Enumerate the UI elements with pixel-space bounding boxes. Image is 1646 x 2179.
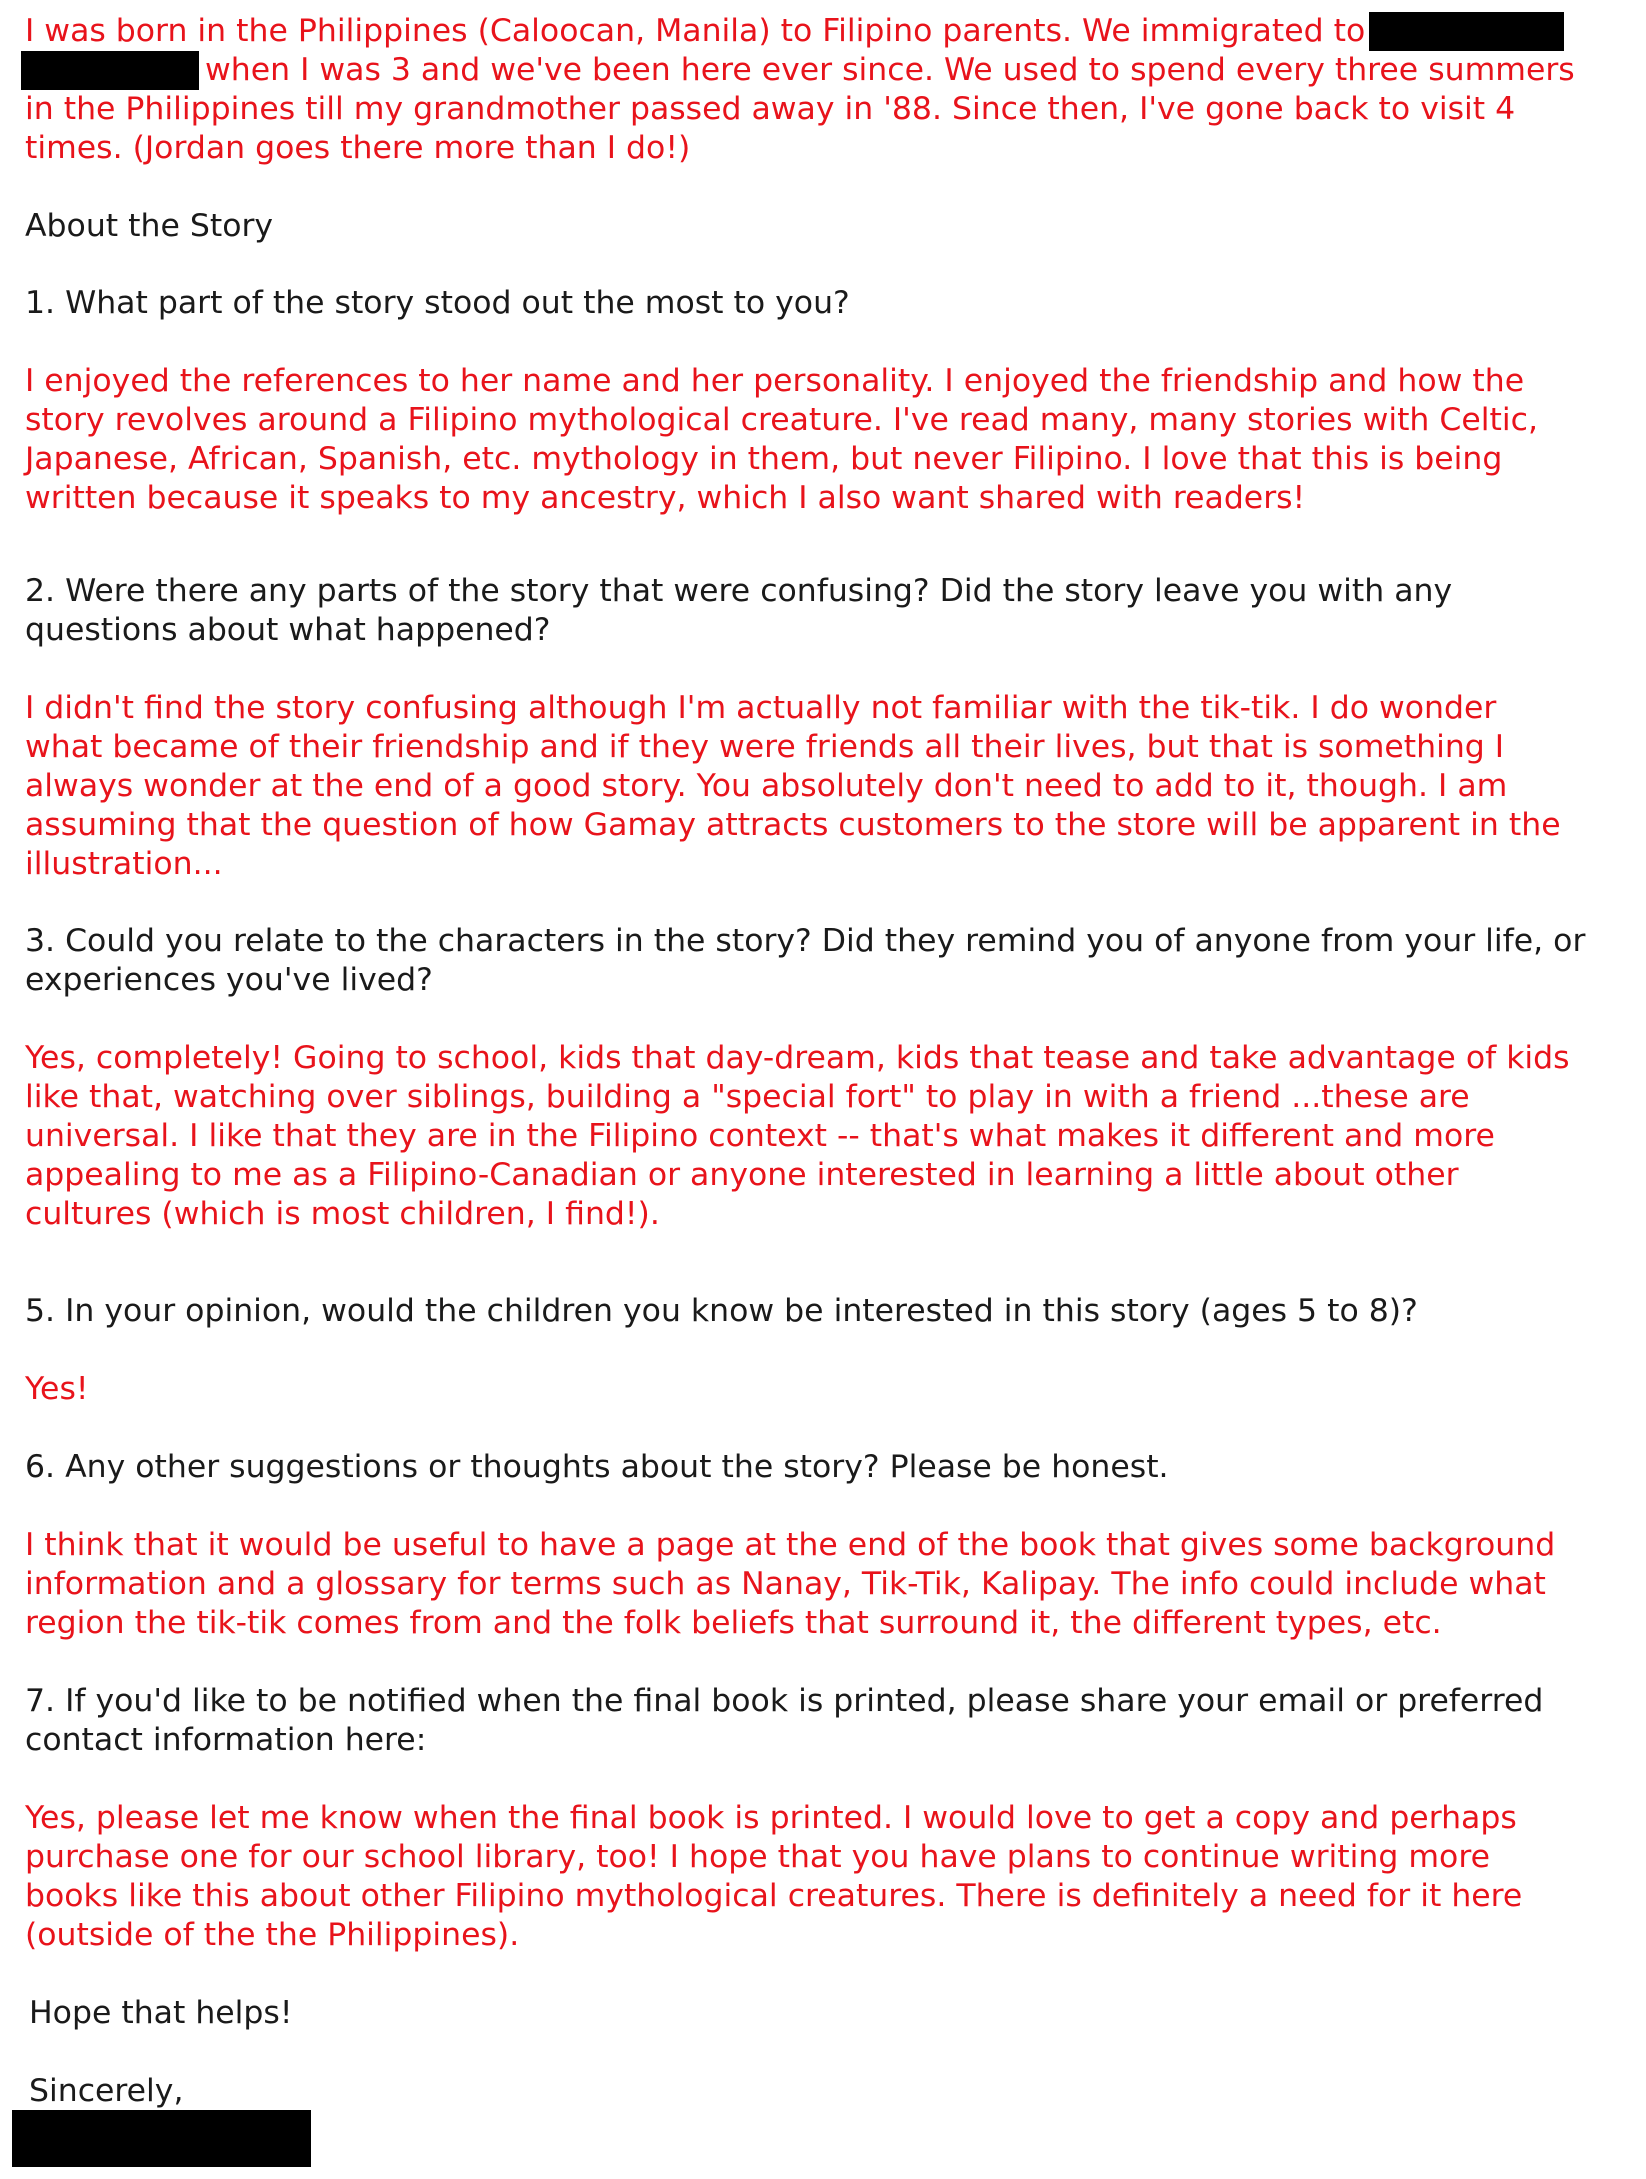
signoff-line xyxy=(29,2072,1629,2111)
answer-7-line: books like this about other Filipino mythological creatures. There is definitely a need for it here xyxy=(25,1878,1523,1914)
answer-1-line: written because it speaks to my ancestry, which I also want shared with readers! xyxy=(25,480,1306,516)
answer-3-line: Yes, completely! Going to school, kids that day-dream, kids that tease and take advantage of kids xyxy=(25,1040,1570,1076)
intro-line-2 xyxy=(25,51,1625,90)
intro-paragraph xyxy=(25,12,1625,168)
question-7-line: 7. If you'd like to be notified when the final book is printed, please share your email or preferred xyxy=(25,1683,1544,1719)
answer-6 xyxy=(25,1526,1625,1643)
question-6-text: 6. Any other suggestions or thoughts about the story? Please be honest. xyxy=(25,1449,1169,1485)
answer-2-line: always wonder at the end of a good story. You absolutely don't need to add to it, though. I am xyxy=(25,768,1508,804)
answer-3 xyxy=(25,1039,1625,1234)
answer-7-line: Yes, please let me know when the final book is printed. I would love to get a copy and perhaps xyxy=(25,1800,1517,1836)
answer-1 xyxy=(25,362,1625,518)
question-1 xyxy=(25,284,1625,323)
question-2-line: 2. Were there any parts of the story that were confusing? Did the story leave you with any xyxy=(25,573,1453,609)
question-3-line: 3. Could you relate to the characters in the story? Did they remind you of anyone from your life, or xyxy=(25,923,1586,959)
question-5-text: 5. In your opinion, would the children you know be interested in this story (ages 5 to 8)? xyxy=(25,1293,1418,1329)
intro-line-1 xyxy=(25,12,1625,51)
intro-line-1-text: I was born in the Philippines (Caloocan, Manila) to Filipino parents. We immigrated to xyxy=(25,13,1366,49)
signoff-text: Sincerely, xyxy=(29,2073,184,2109)
redacted-country-continued xyxy=(21,51,199,90)
redacted-signature xyxy=(12,2110,311,2167)
closing-text: Hope that helps! xyxy=(29,1995,293,2031)
answer-7 xyxy=(25,1799,1625,1955)
answer-3-line: cultures (which is most children, I find!). xyxy=(25,1196,660,1232)
answer-5-text: Yes! xyxy=(25,1371,89,1407)
question-3 xyxy=(25,922,1625,1000)
question-6 xyxy=(25,1448,1625,1487)
section-heading-text: About the Story xyxy=(25,208,274,244)
question-2 xyxy=(25,572,1625,650)
answer-5 xyxy=(25,1370,1625,1409)
answer-6-line: region the tik-tik comes from and the folk beliefs that surround it, the different types, etc. xyxy=(25,1605,1442,1641)
intro-line-3: in the Philippines till my grandmother passed away in '88. Since then, I've gone back to visit 4 xyxy=(25,91,1516,127)
intro-line-4: times. (Jordan goes there more than I do!) xyxy=(25,130,691,166)
answer-2 xyxy=(25,689,1625,884)
answer-3-line: like that, watching over siblings, building a "special fort" to play in with a friend ...these are xyxy=(25,1079,1470,1115)
answer-7-line: purchase one for our school library, too! I hope that you have plans to continue writing more xyxy=(25,1839,1490,1875)
answer-3-line: universal. I like that they are in the Filipino context -- that's what makes it different and more xyxy=(25,1118,1495,1154)
answer-6-line: information and a glossary for terms such as Nanay, Tik-Tik, Kalipay. The info could include what xyxy=(25,1566,1546,1602)
section-heading xyxy=(25,207,1625,246)
answer-2-line: I didn't find the story confusing although I'm actually not familiar with the tik-tik. I do wonder xyxy=(25,690,1497,726)
answer-7-line: (outside of the the Philippines). xyxy=(25,1917,520,1953)
answer-2-line: illustration... xyxy=(25,846,223,882)
redacted-country xyxy=(1369,12,1564,51)
question-3-line: experiences you've lived? xyxy=(25,962,433,998)
closing-line xyxy=(29,1994,1629,2033)
answer-6-line: I think that it would be useful to have a page at the end of the book that gives some background xyxy=(25,1527,1556,1563)
question-2-line: questions about what happened? xyxy=(25,612,551,648)
answer-1-line: Japanese, African, Spanish, etc. mythology in them, but never Filipino. I love that this is being xyxy=(25,441,1503,477)
answer-3-line: appealing to me as a Filipino-Canadian or anyone interested in learning a little about other xyxy=(25,1157,1459,1193)
answer-2-line: what became of their friendship and if they were friends all their lives, but that is something I xyxy=(25,729,1505,765)
question-7-line: contact information here: xyxy=(25,1722,427,1758)
question-7 xyxy=(25,1682,1625,1760)
question-5 xyxy=(25,1292,1625,1331)
answer-1-line: story revolves around a Filipino mythological creature. I've read many, many stories with Celtic, xyxy=(25,402,1538,438)
question-1-text: 1. What part of the story stood out the most to you? xyxy=(25,285,850,321)
answer-1-line: I enjoyed the references to her name and her personality. I enjoyed the friendship and how the xyxy=(25,363,1525,399)
intro-line-2-text: when I was 3 and we've been here ever since. We used to spend every three summers xyxy=(205,52,1575,88)
answer-2-line: assuming that the question of how Gamay attracts customers to the store will be apparent in the xyxy=(25,807,1561,843)
